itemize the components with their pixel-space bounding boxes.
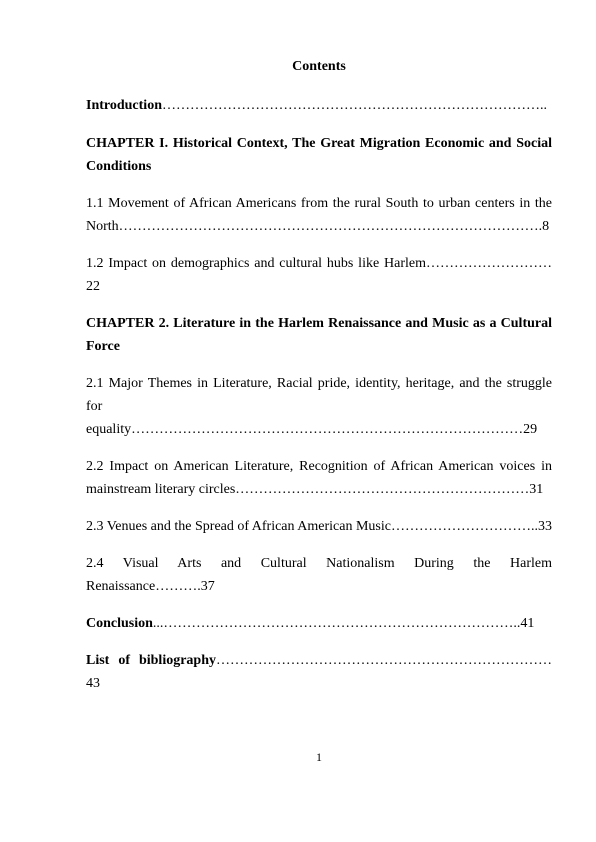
toc-entry-chapter-2[interactable]: CHAPTER 2. Literature in the Harlem Renaissance and Music as a Cultural Force bbox=[86, 316, 552, 354]
table-of-contents bbox=[86, 94, 552, 695]
toc-entry-label: List of bibliography bbox=[86, 653, 216, 668]
toc-entry-leader: ……………………………………………………………… 43 bbox=[86, 653, 552, 691]
toc-entry-2-3[interactable]: 2.3 Venues and the Spread of African American Music…………………………..33 bbox=[86, 519, 552, 534]
toc-entry-1-1[interactable]: 1.1 Movement of African Americans from the rural South to urban centers in the North……………………………………………………………………………….8 bbox=[86, 196, 552, 234]
toc-entry-2-4[interactable]: 2.4 Visual Arts and Cultural Nationalism During the Harlem Renaissance……….37 bbox=[86, 556, 552, 594]
toc-entry-2-2[interactable]: 2.2 Impact on American Literature, Recognition of African American voices in mainstream literary circles………………………………………………………31 bbox=[86, 459, 552, 497]
toc-entry-label: Conclusion bbox=[86, 616, 153, 631]
toc-entry-introduction[interactable] bbox=[86, 94, 552, 117]
toc-entry-2-1-line-b: equality…………………………………………………………………………29 bbox=[86, 422, 538, 437]
toc-entry-conclusion[interactable] bbox=[86, 612, 552, 635]
toc-entry-1-2[interactable]: 1.2 Impact on demographics and cultural hubs like Harlem……………………… 22 bbox=[86, 256, 552, 294]
page-number: 1 bbox=[316, 750, 322, 764]
toc-entry-chapter-1[interactable]: CHAPTER I. Historical Context, The Great Migration Economic and Social Conditions bbox=[86, 136, 552, 174]
toc-entry-label: Introduction bbox=[86, 98, 162, 113]
toc-entry-2-1[interactable] bbox=[86, 372, 552, 441]
toc-entry-bibliography[interactable] bbox=[86, 649, 552, 695]
toc-entry-leader: ...…………………………………………………………………..41 bbox=[152, 616, 535, 631]
toc-entry-2-1-line-a: 2.1 Major Themes in Literature, Racial pride, identity, heritage, and the struggle for bbox=[86, 376, 552, 414]
toc-entry-leader: ……………………………………………………………………….. bbox=[161, 98, 547, 113]
page-title: Contents bbox=[292, 59, 346, 74]
